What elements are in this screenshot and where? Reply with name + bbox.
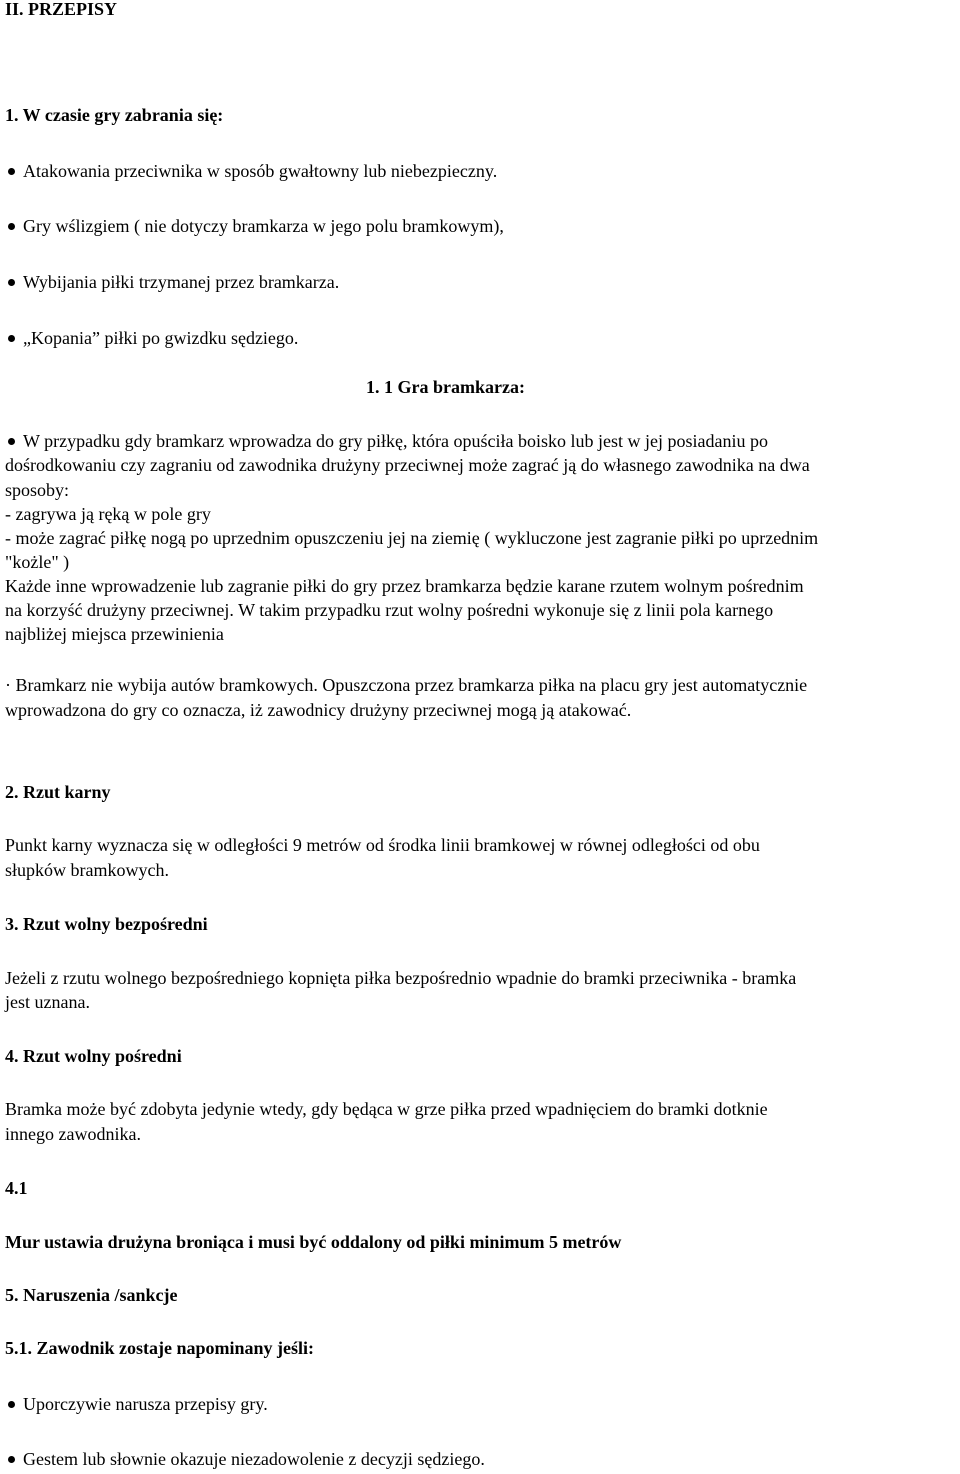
paragraph-line: - może zagrać piłkę nogą po uprzednim opuszczeniu jej na ziemię ( wykluczone jest zagranie piłki po uprzednim [5, 528, 819, 548]
section-5-1-heading: 5.1. Zawodnik zostaje napominany jeśli: [5, 1338, 315, 1358]
section-3-heading: 3. Rzut wolny bezpośredni [5, 914, 208, 934]
paragraph-line: Każde inne wprowadzenie lub zagranie piłki do gry przez bramkarza będzie karane rzutem wolnym pośrednim [5, 576, 804, 596]
list-item: „Kopania” piłki po gwizdku sędziego. [5, 326, 298, 350]
paragraph-line: · Bramkarz nie wybija autów bramkowych. Opuszczona przez bramkarza piłka na placu gry jest automatycznie [5, 675, 808, 695]
paragraph-line: Punkt karny wyznacza się w odległości 9 metrów od środka linii bramkowej w równej odległości od obu [5, 835, 760, 855]
section-5-heading: 5. Naruszenia /sankcje [5, 1285, 178, 1305]
paragraph-line: "kożle" ) [5, 552, 70, 572]
section-2-heading: 2. Rzut karny [5, 782, 111, 802]
list-item: Gestem lub słownie okazuje niezadowolenie z decyzji sędziego. [5, 1447, 485, 1471]
bullet-icon [8, 335, 15, 342]
section-1-heading: 1. W czasie gry zabrania się: [5, 105, 224, 125]
list-item: Atakowania przeciwnika w sposób gwałtowny lub niebezpieczny. [5, 159, 497, 183]
section-1-1-heading: 1. 1 Gra bramkarza: [366, 377, 525, 397]
paragraph-line: Jeżeli z rzutu wolnego bezpośredniego kopnięta piłka bezpośrednio wpadnie do bramki przeciwnika - bramka [5, 968, 797, 988]
section-4-1-text: Mur ustawia drużyna broniąca i musi być oddalony od piłki minimum 5 metrów [5, 1232, 622, 1252]
bullet-icon [8, 279, 15, 286]
paragraph-line: Bramka może być zdobyta jedynie wtedy, gdy będąca w grze piłka przed wpadnięciem do bramki dotknie [5, 1099, 768, 1119]
section-4-1-heading: 4.1 [5, 1178, 28, 1198]
bullet-icon [8, 1456, 15, 1463]
document-title: II. PRZEPISY [5, 0, 118, 19]
paragraph-line: wprowadzona do gry co oznacza, iż zawodnicy drużyny przeciwnej mogą ją atakować. [5, 700, 632, 720]
list-item: Uporczywie narusza przepisy gry. [5, 1392, 268, 1416]
bullet-icon [8, 168, 15, 175]
list-item: W przypadku gdy bramkarz wprowadza do gry piłkę, która opuściła boisko lub jest w jej posiadaniu po [5, 429, 768, 453]
paragraph-line: dośrodkowaniu czy zagraniu od zawodnika drużyny przeciwnej może zagrać ją do własnego zawodnika na dwa [5, 455, 810, 475]
bullet-icon [8, 223, 15, 230]
bullet-icon [8, 438, 15, 445]
bullet-icon [8, 1401, 15, 1408]
paragraph-line: sposoby: [5, 480, 70, 500]
list-item: Wybijania piłki trzymanej przez bramkarza. [5, 270, 339, 294]
paragraph-line: innego zawodnika. [5, 1124, 141, 1144]
paragraph-line: najbliżej miejsca przewinienia [5, 624, 224, 644]
paragraph-line: jest uznana. [5, 992, 90, 1012]
list-item: Gry wślizgiem ( nie dotyczy bramkarza w jego polu bramkowym), [5, 214, 504, 238]
paragraph-line: słupków bramkowych. [5, 860, 169, 880]
paragraph-line: na korzyść drużyny przeciwnej. W takim przypadku rzut wolny pośredni wykonuje się z linii pola karnego [5, 600, 774, 620]
section-4-heading: 4. Rzut wolny pośredni [5, 1046, 182, 1066]
paragraph-line: - zagrywa ją ręką w pole gry [5, 504, 211, 524]
